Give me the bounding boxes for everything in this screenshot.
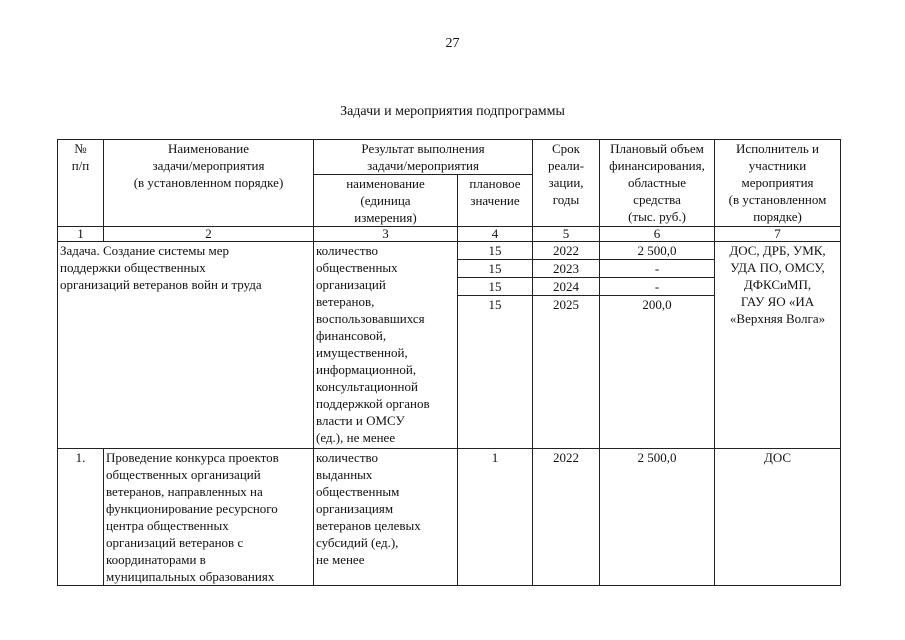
- column-number: 5: [533, 227, 600, 242]
- header-result-name: наименование (единица измерения): [314, 175, 458, 227]
- column-number: 1: [58, 227, 104, 242]
- task-year: 2024: [533, 278, 600, 296]
- task-amount: 2 500,0: [600, 242, 715, 260]
- header-num: № п/п: [58, 140, 104, 227]
- activity-result-name: количество выданных общественным организациям ветеранов целевых субсидий (ед.), не менее: [314, 449, 458, 586]
- task-title: Задача. Создание системы мер поддержки общественных организаций ветеранов войн и труда: [58, 242, 314, 449]
- task-year: 2023: [533, 260, 600, 278]
- task-value: 15: [458, 278, 533, 296]
- activity-amount: 2 500,0: [600, 449, 715, 586]
- header-result: Результат выполнения задачи/мероприятия: [314, 140, 533, 175]
- activity-executor: ДОС: [715, 449, 841, 586]
- header-name: Наименование задачи/мероприятия (в установленном порядке): [104, 140, 314, 227]
- header-result-value: плановое значение: [458, 175, 533, 227]
- task-executor: ДОС, ДРБ, УМК, УДА ПО, ОМСУ, ДФКСиМП, ГАУ ЯО «ИА «Верхняя Волга»: [715, 242, 841, 449]
- task-value: 15: [458, 242, 533, 260]
- page-number: 27: [445, 36, 460, 51]
- column-number: 4: [458, 227, 533, 242]
- task-amount: -: [600, 278, 715, 296]
- header-term: Срок реали- зации, годы: [533, 140, 600, 227]
- activity-num: 1.: [58, 449, 104, 586]
- column-number: 7: [715, 227, 841, 242]
- task-result-name: количество общественных организаций ветеранов, воспользовавшихся финансовой, имущественной, информационной, консультационной поддержкой органов власти и ОМСУ (ед.), не менее: [314, 242, 458, 449]
- column-number: 3: [314, 227, 458, 242]
- task-year: 2025: [533, 296, 600, 449]
- task-value: 15: [458, 296, 533, 449]
- task-amount: -: [600, 260, 715, 278]
- header-row-1: [58, 140, 841, 175]
- activity-row: [58, 449, 841, 586]
- task-year: 2022: [533, 242, 600, 260]
- column-number: 2: [104, 227, 314, 242]
- task-value: 15: [458, 260, 533, 278]
- header-volume: Плановый объем финансирования, областные средства (тыс. руб.): [600, 140, 715, 227]
- section-title: Задачи и мероприятия подпрограммы: [340, 104, 565, 119]
- activity-name: Проведение конкурса проектов общественных организаций ветеранов, направленных на функционирование ресурсного центра общественных организаций ветеранов с координаторами в муниципальных образованиях: [104, 449, 314, 586]
- activity-year: 2022: [533, 449, 600, 586]
- task-amount: 200,0: [600, 296, 715, 449]
- column-number-row: [58, 227, 841, 242]
- program-table: [57, 139, 841, 586]
- activity-value: 1: [458, 449, 533, 586]
- header-executor: Исполнитель и участники мероприятия (в установленном порядке): [715, 140, 841, 227]
- column-number: 6: [600, 227, 715, 242]
- task-row: [58, 242, 841, 260]
